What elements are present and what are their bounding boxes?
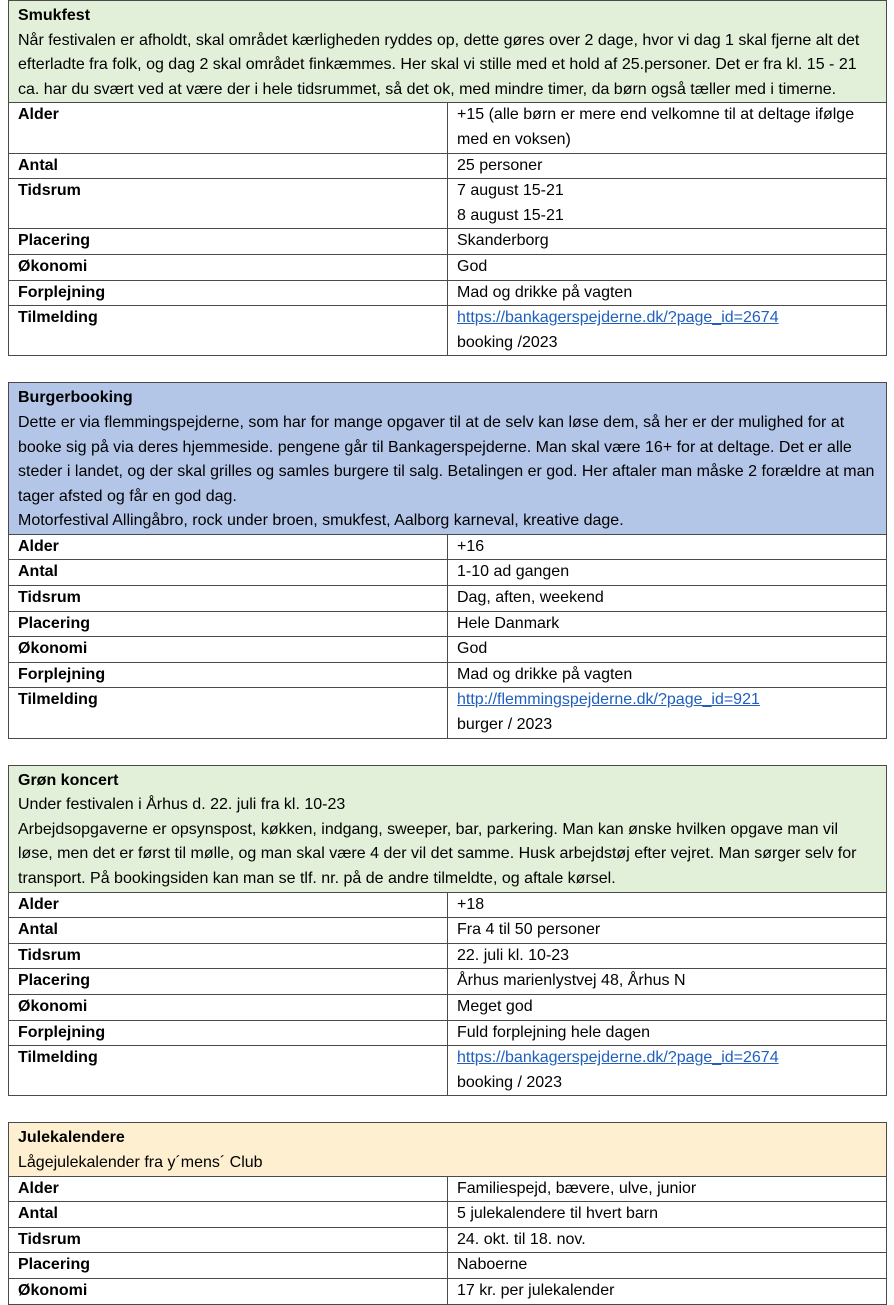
row-label: Placering [9, 229, 448, 255]
row-label: Økonomi [9, 637, 448, 663]
table-row [9, 103, 887, 153]
table-row [9, 662, 887, 688]
row-value [448, 1176, 887, 1202]
value-line: Mad og drikke på vagten [457, 665, 633, 683]
section-title: Smukfest [18, 7, 91, 24]
table-row [9, 1278, 887, 1304]
table-row [9, 229, 887, 255]
row-value [448, 892, 887, 918]
value-line: +18 [457, 895, 485, 913]
row-label: Tilmelding [9, 1046, 448, 1096]
value-line: Skanderborg [457, 232, 549, 250]
section-header [9, 383, 887, 535]
value-line: Familiespejd, bævere, ulve, junior [457, 1179, 697, 1197]
row-label: Økonomi [9, 254, 448, 280]
section-header [9, 765, 887, 892]
table-row [9, 1253, 887, 1279]
row-label: Forplejning [9, 662, 448, 688]
table-row [9, 1176, 887, 1202]
table-row [9, 969, 887, 995]
section-smukfest [8, 0, 887, 356]
value-line: booking /2023 [457, 333, 558, 351]
row-value [448, 918, 887, 944]
table-row [9, 1227, 887, 1253]
row-label: Økonomi [9, 1278, 448, 1304]
value-line: Fuld forplejning hele dagen [457, 1023, 651, 1041]
row-value [448, 1278, 887, 1304]
row-value [448, 1046, 887, 1096]
value-line: burger / 2023 [457, 716, 553, 734]
value-line: +16 [457, 537, 485, 555]
row-label: Alder [9, 892, 448, 918]
table-row [9, 892, 887, 918]
row-label: Tidsrum [9, 179, 448, 229]
row-label: Alder [9, 534, 448, 560]
row-value [448, 280, 887, 306]
table-row [9, 1046, 887, 1096]
value-line: Meget god [457, 997, 533, 1015]
value-line: Dag, aften, weekend [457, 589, 604, 607]
signup-link[interactable]: https://bankagerspejderne.dk/?page_id=2674 [457, 309, 779, 327]
info-table [8, 382, 887, 738]
section-header [9, 1123, 887, 1176]
table-row [9, 153, 887, 179]
value-line: Naboerne [457, 1256, 528, 1274]
table-row [9, 254, 887, 280]
value-line: 24. okt. til 18. nov. [457, 1230, 586, 1248]
section-julekalendere [8, 1122, 887, 1304]
row-label: Tilmelding [9, 688, 448, 738]
row-label: Tidsrum [9, 943, 448, 969]
row-value [448, 534, 887, 560]
section-description: Når festivalen er afholdt, skal området kærligheden ryddes op, dette gøres over 2 dage, hvor vi dag 1 skal fjerne alt det efterladte fra folk, og dag 2 skal området finkæmmes. Her skal vi stille med et hold af 25.personer. Det er fra kl. 15 - 21 ca. har du svært ved at være der i hele tidsrummet, så det ok, med mindre timer, da børn også tæller med i timerne. [18, 31, 864, 98]
value-line: 1-10 ad gangen [457, 563, 570, 581]
row-value [448, 1020, 887, 1046]
table-row [9, 1202, 887, 1228]
row-label: Forplejning [9, 1020, 448, 1046]
row-label: Antal [9, 560, 448, 586]
section-title: Grøn koncert [18, 771, 119, 789]
signup-link[interactable]: https://bankagerspejderne.dk/?page_id=2674 [457, 1049, 779, 1067]
row-value [448, 103, 887, 153]
table-row [9, 943, 887, 969]
row-value [448, 637, 887, 663]
row-value [448, 969, 887, 995]
table-row [9, 688, 887, 738]
section-description: Dette er via flemmingspejderne, som har for mange opgaver til at de selv kan løse dem, så her er der mulighed for at booke sig på via deres hjemmeside. pengene går til Bankagerspejderne. Man skal være 16+ for at deltage. Det er alle steder i landet, og der skal grilles og samles burgere til salg. Betalingen er god. Her aftaler man måske 2 forældre at man tager afsted og får en god dag. Motorfestival Allingåbro, rock under broen, smukfest, Aalborg karneval, kreative dage. [18, 413, 875, 530]
value-line: Hele Danmark [457, 614, 560, 632]
value-line: 25 personer [457, 156, 543, 174]
section-title: Burgerbooking [18, 389, 133, 407]
row-label: Tilmelding [9, 306, 448, 356]
table-row [9, 560, 887, 586]
info-table [8, 0, 887, 356]
table-row [9, 280, 887, 306]
section-header [9, 1, 887, 103]
section-grøn-koncert [8, 765, 887, 1097]
row-value [448, 153, 887, 179]
table-row [9, 586, 887, 612]
row-value [448, 229, 887, 255]
row-value [448, 254, 887, 280]
value-line: Fra 4 til 50 personer [457, 921, 601, 939]
section-description: Lågejulekalender fra y´mens´ Club [18, 1153, 263, 1171]
value-line: Mad og drikke på vagten [457, 283, 633, 301]
row-label: Økonomi [9, 994, 448, 1020]
row-label: Alder [9, 1176, 448, 1202]
value-line: 7 august 15-21 [457, 182, 564, 200]
row-value [448, 994, 887, 1020]
row-label: Antal [9, 1202, 448, 1228]
value-line: 8 august 15-21 [457, 206, 564, 224]
table-row [9, 994, 887, 1020]
value-line: booking / 2023 [457, 1073, 562, 1091]
value-line: 17 kr. per julekalender [457, 1281, 615, 1299]
row-value [448, 560, 887, 586]
value-line: 22. juli kl. 10-23 [457, 946, 570, 964]
row-label: Antal [9, 918, 448, 944]
section-burgerbooking [8, 382, 887, 738]
table-row [9, 1020, 887, 1046]
row-value [448, 943, 887, 969]
row-value [448, 306, 887, 356]
value-line: God [457, 257, 488, 275]
table-row [9, 918, 887, 944]
row-label: Tidsrum [9, 586, 448, 612]
table-row [9, 306, 887, 356]
value-line: +15 (alle børn er mere end velkomne til at deltage ifølge med en voksen) [457, 106, 855, 148]
row-value [448, 688, 887, 738]
row-value [448, 611, 887, 637]
row-label: Placering [9, 1253, 448, 1279]
table-row [9, 534, 887, 560]
table-row [9, 611, 887, 637]
row-value [448, 1227, 887, 1253]
row-label: Forplejning [9, 280, 448, 306]
value-line: 5 julekalendere til hvert barn [457, 1205, 659, 1223]
row-label: Alder [9, 103, 448, 153]
info-table [8, 1122, 887, 1304]
row-label: Placering [9, 969, 448, 995]
value-line: God [457, 640, 488, 658]
value-line: Århus marienlystvej 48, Århus N [457, 972, 686, 990]
row-label: Antal [9, 153, 448, 179]
row-value [448, 586, 887, 612]
section-description: Under festivalen i Århus d. 22. juli fra kl. 10-23 Arbejdsopgaverne er opsynspost, køkken, indgang, sweeper, bar, parkering. Man kan ønske hvilken opgave man vil løse, men det er først til mølle, og man skal være 4 der vil det samme. Husk arbejdstøj efter vejret. Man sørger selv for transport. På bookingsiden kan man se tlf. nr. på de andre tilmeldte, og aftale kørsel. [18, 796, 857, 887]
row-value [448, 1202, 887, 1228]
row-value [448, 179, 887, 229]
row-label: Placering [9, 611, 448, 637]
row-value [448, 1253, 887, 1279]
table-row [9, 179, 887, 229]
info-table [8, 765, 887, 1097]
section-title: Julekalendere [18, 1129, 125, 1147]
row-value [448, 662, 887, 688]
table-row [9, 637, 887, 663]
row-label: Tidsrum [9, 1227, 448, 1253]
signup-link[interactable]: http://flemmingspejderne.dk/?page_id=921 [457, 691, 760, 709]
